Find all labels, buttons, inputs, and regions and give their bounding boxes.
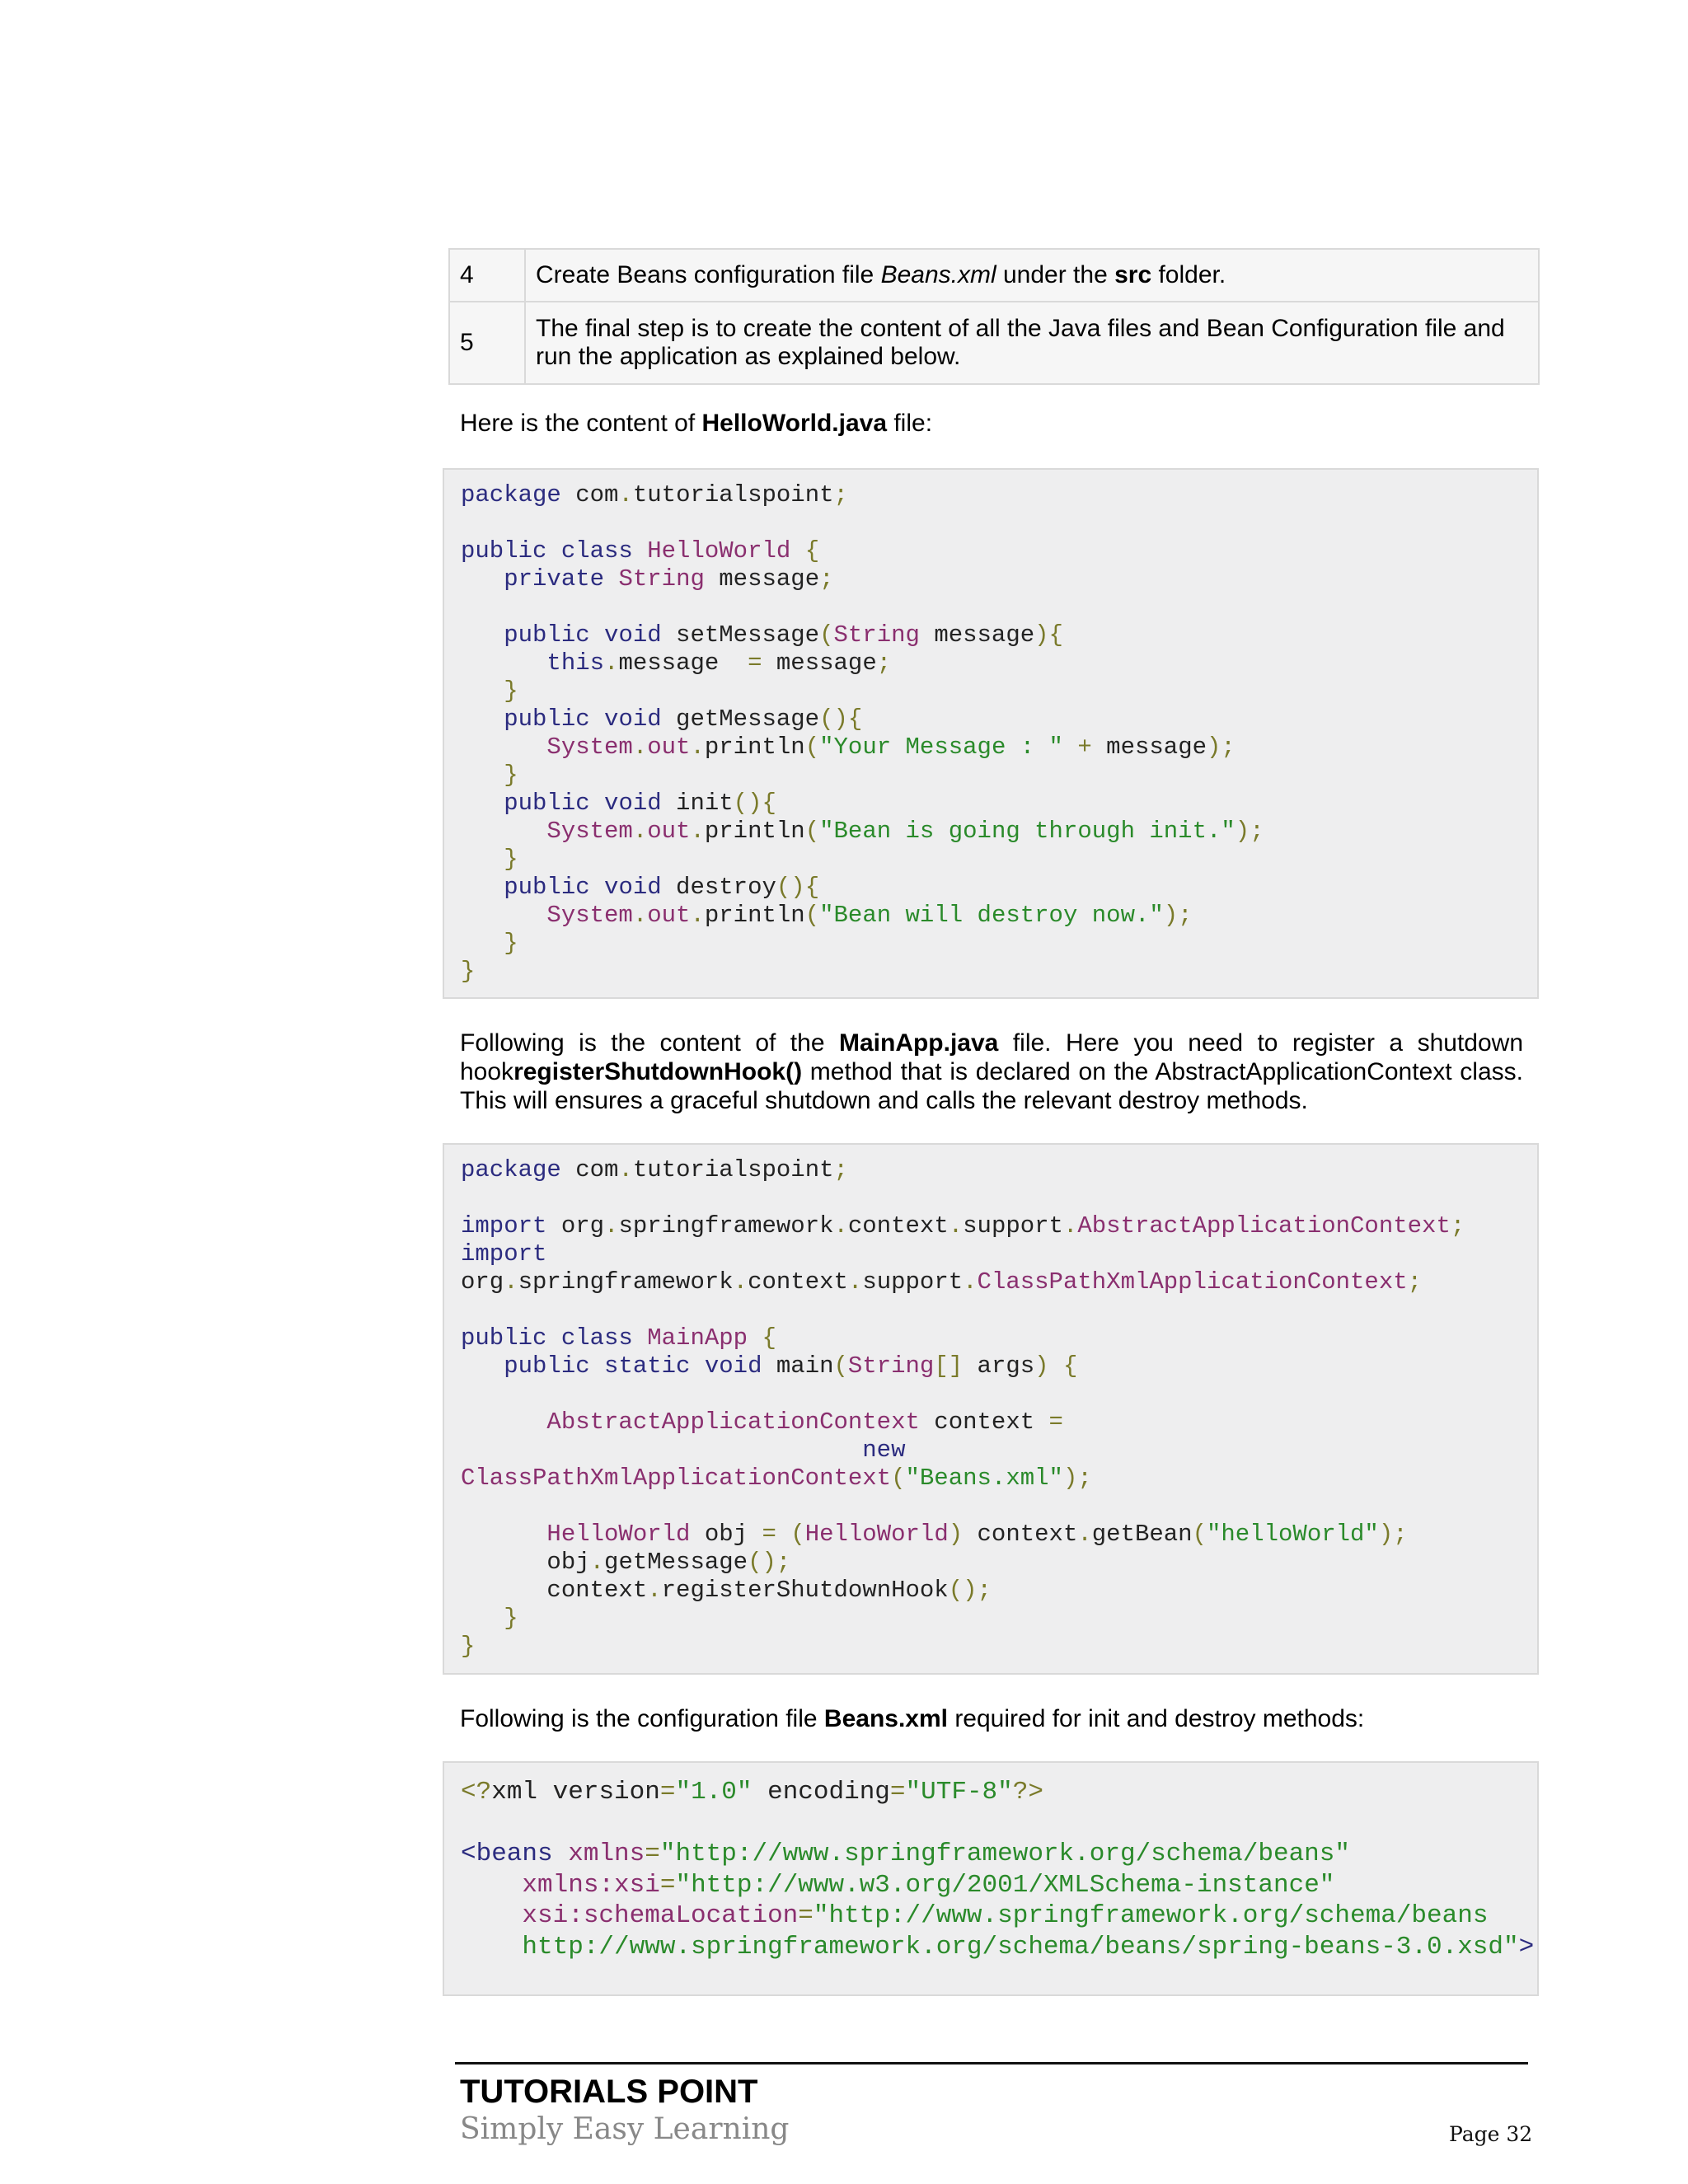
code-line: context.registerShutdownHook(); bbox=[461, 1577, 992, 1604]
code-line: xmlns:xsi="http://www.w3.org/2001/XMLSchema-instance" bbox=[522, 1870, 1335, 1900]
code-line: System.out.println("Your Message : " + message); bbox=[546, 733, 1236, 761]
mainapp-code-block bbox=[443, 1143, 1539, 1675]
code-line: <?xml version="1.0" encoding="UTF-8"?> bbox=[461, 1778, 1043, 1807]
code-line: System.out.println("Bean will destroy now."); bbox=[546, 902, 1193, 929]
step-text: The final step is to create the content of all the Java files and Bean Configuration file and run the application as explained below. bbox=[525, 302, 1539, 384]
code-line: AbstractApplicationContext context = bbox=[546, 1408, 1063, 1436]
step-row bbox=[449, 302, 1539, 384]
code-line: new bbox=[862, 1436, 906, 1464]
code-line: xsi:schemaLocation="http://www.springframework.org/schema/beans bbox=[522, 1901, 1489, 1931]
step-row bbox=[449, 249, 1539, 302]
beans-xml-code-block bbox=[443, 1761, 1539, 1996]
code-line: package com.tutorialspoint; bbox=[461, 1156, 848, 1183]
helloworld-code-block bbox=[443, 468, 1539, 999]
code-line: } bbox=[504, 1605, 518, 1632]
footer-brand: TUTORIALS POINT bbox=[460, 2074, 758, 2110]
code-line: public static void main(String[] args) { bbox=[504, 1352, 1078, 1380]
code-line: public void getMessage(){ bbox=[504, 705, 863, 733]
helloworld-intro: Here is the content of HelloWorld.java file: bbox=[460, 410, 933, 437]
code-line: } bbox=[461, 958, 476, 985]
step-text: Create Beans configuration file Beans.xml under the src folder. bbox=[525, 249, 1539, 302]
code-line: org.springframework.context.support.ClassPathXmlApplicationContext; bbox=[461, 1268, 1423, 1296]
step-number: 4 bbox=[449, 249, 525, 302]
code-line: System.out.println("Bean is going through init."); bbox=[546, 818, 1264, 845]
code-line: <beans xmlns="http://www.springframework.org/schema/beans" bbox=[461, 1840, 1350, 1869]
code-line: public class HelloWorld { bbox=[461, 537, 820, 565]
code-line: HelloWorld obj = (HelloWorld) context.getBean("helloWorld"); bbox=[546, 1521, 1408, 1548]
footer-divider bbox=[455, 2062, 1528, 2064]
code-line: public class MainApp { bbox=[461, 1324, 776, 1352]
code-line: } bbox=[504, 846, 518, 873]
code-line: import bbox=[461, 1240, 547, 1268]
code-line: public void destroy(){ bbox=[504, 874, 820, 901]
code-line: package com.tutorialspoint; bbox=[461, 481, 848, 509]
code-line: } bbox=[504, 762, 518, 789]
mainapp-intro: Following is the content of the MainApp.java file. Here you need to register a shutdown hookregisterShutdownHook() method that is declared on the AbstractApplicationContext class. This will ensures a graceful shutdown and calls the relevant destroy methods. bbox=[460, 1029, 1523, 1114]
beans-intro: Following is the configuration file Beans.xml required for init and destroy methods: bbox=[460, 1705, 1365, 1732]
page-number: Page 32 bbox=[1449, 2122, 1533, 2146]
code-line: } bbox=[504, 930, 518, 957]
footer-tagline: Simply Easy Learning bbox=[460, 2112, 790, 2146]
code-line: this.message = message; bbox=[546, 649, 892, 677]
code-line: private String message; bbox=[504, 565, 834, 593]
code-line: http://www.springframework.org/schema/beans/spring-beans-3.0.xsd"> bbox=[522, 1932, 1535, 1961]
code-line: } bbox=[461, 1633, 476, 1660]
code-line: ClassPathXmlApplicationContext("Beans.xml"); bbox=[461, 1465, 1092, 1492]
steps-table bbox=[448, 248, 1540, 385]
code-line: import org.springframework.context.support.AbstractApplicationContext; bbox=[461, 1212, 1465, 1240]
code-line: public void init(){ bbox=[504, 790, 776, 817]
code-line: obj.getMessage(); bbox=[461, 1549, 791, 1576]
code-line: } bbox=[504, 677, 518, 705]
step-number: 5 bbox=[449, 302, 525, 384]
code-line: public void setMessage(String message){ bbox=[504, 621, 1063, 649]
